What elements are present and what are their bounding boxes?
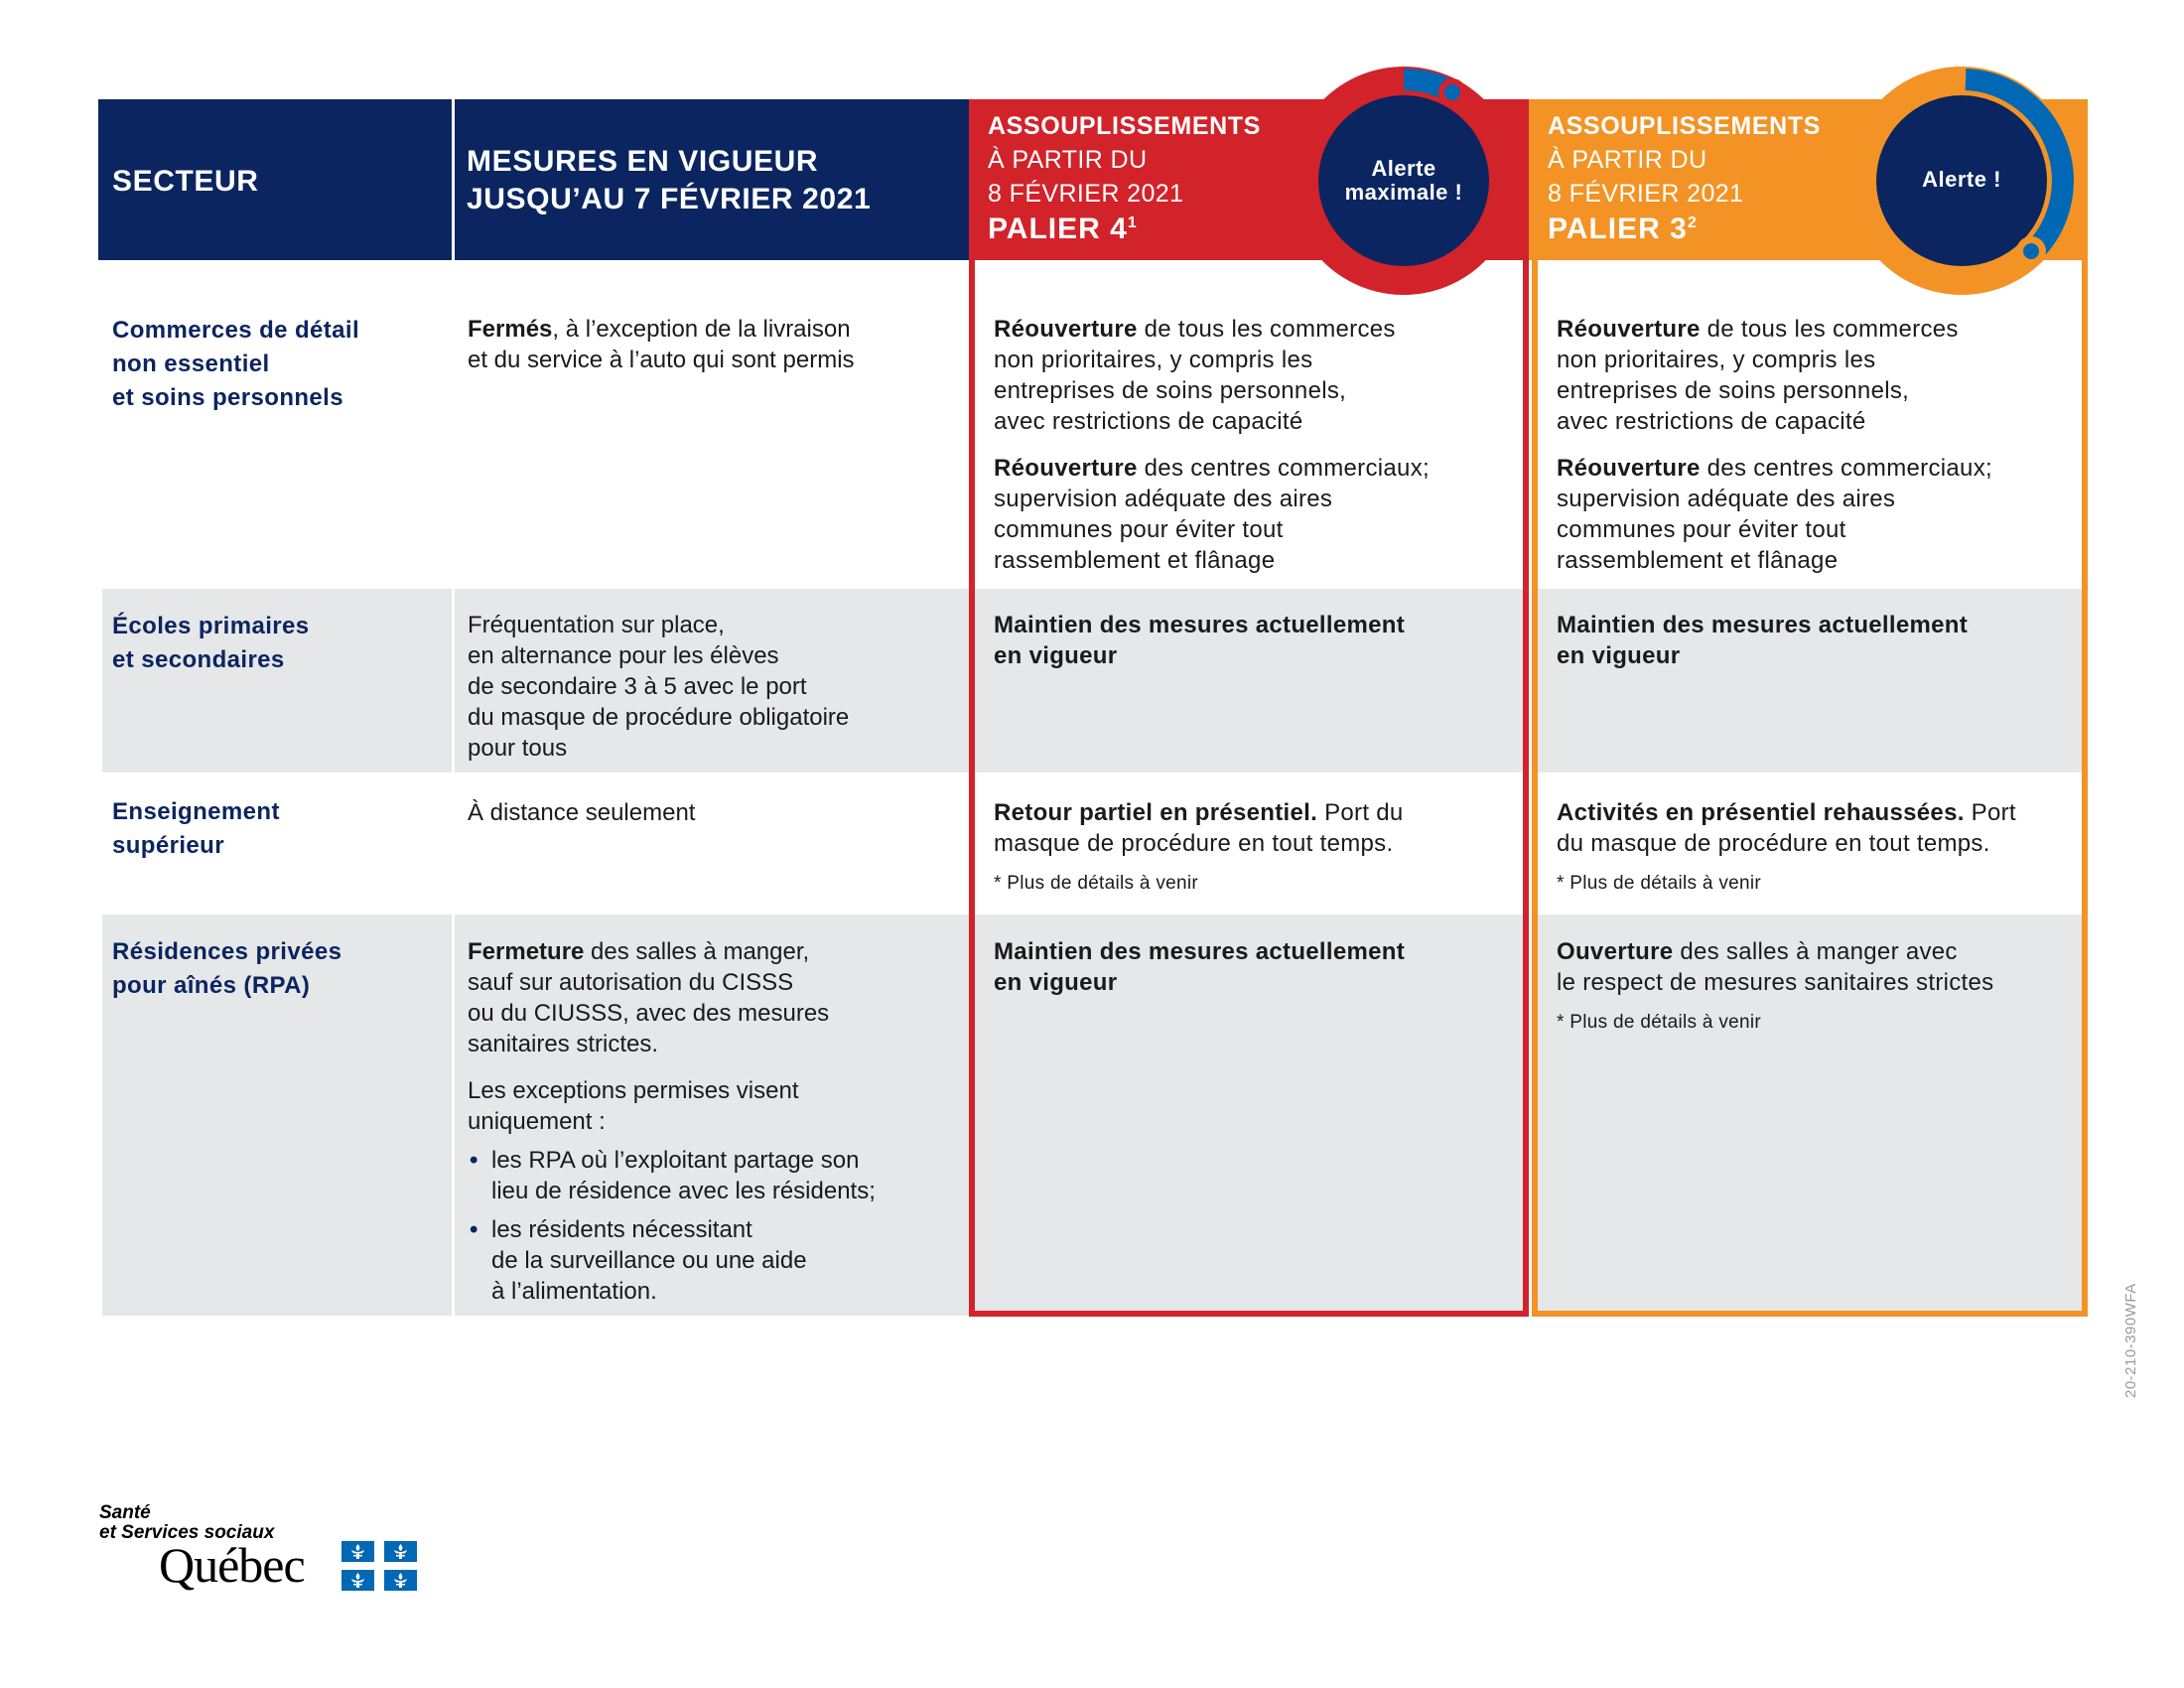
sector-line: Commerces de détail: [112, 317, 360, 344]
sector-line: supérieur: [112, 832, 224, 859]
sector-commerces: [112, 314, 359, 415]
text-line: lieu de résidence avec les résidents;: [491, 1178, 876, 1204]
header-secteur: [98, 99, 452, 260]
current-measure-rpa: [468, 936, 964, 1307]
heading-line: 8 FÉVRIER 2021: [988, 180, 1184, 208]
palier4-ecoles: [994, 610, 1520, 671]
text: des centres commerciaux;: [1137, 455, 1430, 482]
text-line: en alternance pour les élèves: [468, 642, 779, 669]
footnote-ref: 2: [1687, 214, 1698, 231]
text-line: et du service à l’auto qui sont permis: [468, 347, 855, 373]
text: , à l’exception de la livraison: [552, 316, 851, 343]
text-line: avec restrictions de capacité: [994, 408, 1303, 435]
heading-line: À PARTIR DU: [988, 146, 1148, 174]
bullet-item: [468, 1145, 964, 1206]
column-divider: [452, 589, 455, 773]
alert-label-line: maximale !: [1344, 180, 1463, 205]
emphasis: Fermés: [468, 316, 553, 343]
text-line: en vigueur: [1557, 642, 1681, 669]
text-line: Les exceptions permises visent: [468, 1077, 799, 1104]
current-measure-commerces: [468, 314, 964, 375]
text-line: sanitaires strictes.: [468, 1031, 659, 1057]
text-line: les résidents nécessitant: [491, 1216, 752, 1243]
text-line: supervision adéquate des aires: [994, 486, 1333, 512]
text-line: supervision adéquate des aires: [1557, 486, 1896, 512]
text-line: sauf sur autorisation du CISSS: [468, 969, 794, 996]
text-line: Fréquentation sur place,: [468, 612, 725, 638]
palier4-rpa: [994, 936, 1520, 998]
header-current-measures: [455, 99, 969, 260]
current-measure-enseignement: [468, 797, 964, 828]
emphasis: Retour partiel en présentiel.: [994, 799, 1318, 826]
heading-line: À PARTIR DU: [1548, 146, 1707, 174]
alert-label: [1289, 157, 1519, 205]
emphasis: Fermeture: [468, 938, 585, 965]
heading-line: MESURES EN VIGUEUR: [467, 145, 819, 178]
text-line: uniquement :: [468, 1108, 606, 1135]
text-line: pour tous: [468, 735, 568, 762]
bullet-icon: •: [470, 1147, 478, 1174]
text-line: les RPA où l’exploitant partage son: [491, 1147, 860, 1174]
alert-badge-maximale: [1289, 66, 1519, 296]
sector-line: Écoles primaires: [112, 613, 310, 639]
text-line: entreprises de soins personnels,: [994, 377, 1347, 404]
text-line: en vigueur: [994, 969, 1118, 996]
text-line: rassemblement et flânage: [994, 547, 1276, 574]
details-note: * Plus de détails à venir: [1557, 1012, 1762, 1033]
text: des centres commerciaux;: [1700, 455, 1992, 482]
emphasis: Réouverture: [1557, 316, 1701, 343]
sector-line: et soins personnels: [112, 384, 343, 411]
heading-line: JUSQU’AU 7 FÉVRIER 2021: [467, 183, 872, 215]
heading-line: 8 FÉVRIER 2021: [1548, 180, 1744, 208]
text-line: Maintien des mesures actuellement: [994, 938, 1406, 965]
text-line: ou du CIUSSS, avec des mesures: [468, 1000, 830, 1027]
text-line: à l’alimentation.: [491, 1278, 657, 1305]
palier3-ecoles: [1557, 610, 2083, 671]
bullet-icon: •: [470, 1216, 478, 1243]
logo-line: et Services sociaux: [99, 1522, 275, 1543]
text-line: Maintien des mesures actuellement: [994, 612, 1406, 638]
text-line: en vigueur: [994, 642, 1118, 669]
sector-line: et secondaires: [112, 646, 285, 673]
sector-ecoles: [112, 610, 310, 677]
palier-label: PALIER $3^2$: [1548, 212, 1698, 245]
text-line: avec restrictions de capacité: [1557, 408, 1866, 435]
alert-label: Alerte !: [1922, 167, 2001, 192]
logo-wordmark: Québec: [159, 1537, 305, 1593]
text-line: non prioritaires, y compris les: [994, 347, 1313, 373]
emphasis: Réouverture: [994, 316, 1138, 343]
text-line: non prioritaires, y compris les: [1557, 347, 1876, 373]
palier4-heading: [988, 109, 1261, 248]
heading-line: ASSOUPLISSEMENTS: [1548, 112, 1821, 140]
details-note: * Plus de détails à venir: [1557, 873, 1762, 894]
emphasis: Réouverture: [1557, 455, 1701, 482]
text-line: le respect de mesures sanitaires strictes: [1557, 969, 1994, 996]
text-line: de la surveillance ou une aide: [491, 1247, 807, 1274]
text-line: rassemblement et flânage: [1557, 547, 1839, 574]
document-code: 20-210-390WFA: [2122, 1283, 2139, 1398]
bullet-item: [468, 1214, 964, 1307]
sector-enseignement: [112, 795, 280, 863]
sector-line: pour aînés (RPA): [112, 972, 311, 999]
sector-line: non essentiel: [112, 351, 270, 377]
palier3-commerces: [1557, 314, 2083, 576]
palier3-enseignement: [1557, 797, 2083, 897]
sector-line: Résidences privées: [112, 938, 342, 965]
text-line: communes pour éviter tout: [1557, 516, 1846, 543]
alert-badge: [1846, 66, 2077, 296]
palier-label: PALIER $4^1$: [988, 212, 1138, 245]
text-line: Maintien des mesures actuellement: [1557, 612, 1969, 638]
alert-label-line: Alerte: [1371, 156, 1436, 181]
emphasis: Réouverture: [994, 455, 1138, 482]
secteur-heading: SECTEUR: [112, 165, 259, 198]
text: des salles à manger avec: [1673, 938, 1958, 965]
text: Port: [1964, 799, 2016, 826]
details-note: * Plus de détails à venir: [994, 873, 1199, 894]
text-line: entreprises de soins personnels,: [1557, 377, 1910, 404]
text-line: masque de procédure en tout temps.: [994, 830, 1394, 857]
quebec-flag-icon: [341, 1541, 417, 1591]
text-line: du masque de procédure en tout temps.: [1557, 830, 1990, 857]
column-divider: [452, 914, 455, 1316]
current-measures-heading: [467, 143, 871, 218]
text-line: de secondaire 3 à 5 avec le port: [468, 673, 807, 700]
text: de tous les commerces: [1700, 316, 1959, 343]
text: des salles à manger,: [584, 938, 810, 965]
text-line: du masque de procédure obligatoire: [468, 704, 850, 731]
palier3-rpa: [1557, 936, 2083, 1036]
emphasis: Activités en présentiel rehaussées.: [1557, 799, 1965, 826]
footnote-ref: 1: [1127, 214, 1138, 231]
logo-line: Santé: [99, 1502, 151, 1523]
palier4-enseignement: [994, 797, 1520, 897]
text-line: communes pour éviter tout: [994, 516, 1284, 543]
heading-line: ASSOUPLISSEMENTS: [988, 112, 1261, 140]
current-measure-ecoles: [468, 610, 964, 764]
sector-rpa: [112, 935, 341, 1003]
text: Port du: [1317, 799, 1404, 826]
emphasis: Ouverture: [1557, 938, 1674, 965]
sector-line: Enseignement: [112, 798, 280, 825]
text: de tous les commerces: [1137, 316, 1396, 343]
palier4-commerces: [994, 314, 1520, 576]
quebec-logo: [99, 1501, 427, 1601]
text-line: À distance seulement: [468, 799, 696, 826]
palier3-heading: [1548, 109, 1821, 248]
